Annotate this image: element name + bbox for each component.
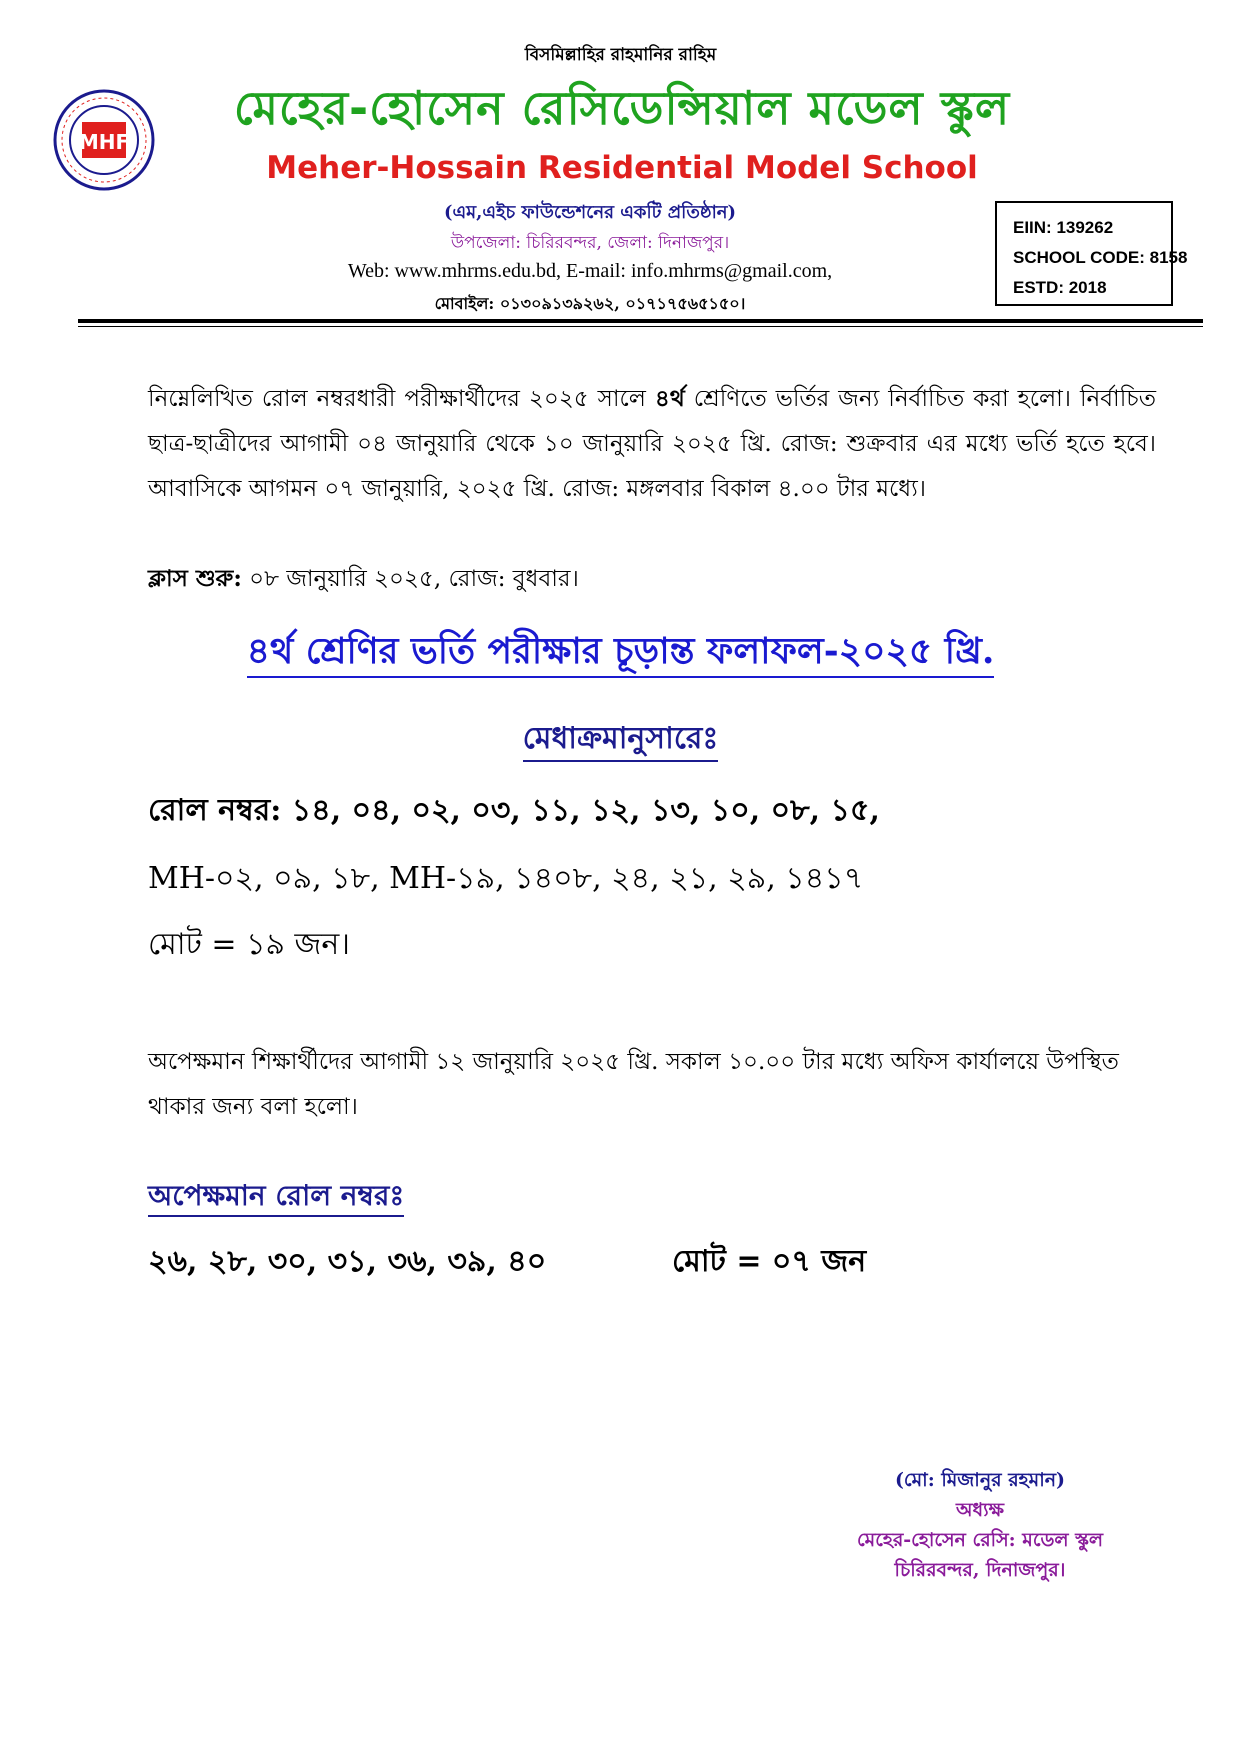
roll-numbers-line1: রোল নম্বর: ১৪, ০৪, ০২, ০৩, ১১, ১২, ১৩, ১০, ০৮, ১৫, xyxy=(148,793,880,828)
waiting-roll-numbers: ২৬, ২৮, ৩০, ৩১, ৩৬, ৩৯, ৪০ xyxy=(148,1244,547,1279)
school-address: উপজেলা: চিরিরবন্দর, জেলা: দিনাজপুর। xyxy=(450,233,730,253)
header-divider-thin xyxy=(78,326,1203,327)
merit-order-text: মেধাক্রমানুসারেঃ xyxy=(523,721,719,762)
intro-text-part1: নিম্নেলিখিত রোল নম্বরধারী পরীক্ষার্থীদের ২০২৫ সালে xyxy=(148,386,655,412)
web-email-line: Web: www.mhrms.edu.bd, E-mail: info.mhrms@gmail.com, xyxy=(347,260,833,282)
intro-text-part2: শ্রেণিতে ভর্তির জন্য নির্বাচিত করা হলো। নির্বাচিত ছাত্র-ছাত্রীদের আগামী ০৪ জানুয়ারি থেকে ১০ জানুয়ারি ২০২৫ খ্রি. রোজ: শুক্রবার এর মধ্যে ভর্তি হতে হবে। আবাসিকে আগমন ০৭ জানুয়ারি, ২০২৫ খ্রি. রোজ: মঙ্গলবার বিকাল ৪.০০ টার মধ্যে। xyxy=(148,386,1156,502)
class-start-value: ০৮ জানুয়ারি ২০২৫, রোজ: বুধবার। xyxy=(241,566,579,592)
foundation-subtitle: (এম,এইচ ফাউন্ডেশনের একটি প্রতিষ্ঠান) xyxy=(443,202,737,223)
waiting-note: অপেক্ষমান শিক্ষার্থীদের আগামী ১২ জানুয়ারি ২০২৫ খ্রি. সকাল ১০.০০ টার মধ্যে অফিস কার্যালয়ে উপস্থিত থাকার জন্য বলা হলো। xyxy=(148,1049,1119,1120)
school-name-english: Meher-Hossain Residential Model School xyxy=(266,150,978,186)
signatory-name: (মো: মিজানুর রহমান) xyxy=(894,1469,1066,1491)
signatory-school: মেহের-হোসেন রেসি: মডেল স্কুল xyxy=(856,1529,1104,1551)
waiting-list-title xyxy=(148,1174,404,1221)
roll-numbers-line2: MH-০২, ০৯, ১৮, MH-১৯, ১৪০৮, ২৪, ২১, ২৯, ১৪১৭ xyxy=(148,861,864,896)
signatory-title: অধ্যক্ষ xyxy=(955,1499,1004,1521)
intro-paragraph xyxy=(148,376,1156,512)
bismillah-text: বিসমিল্লাহির রাহমানির রাহিম xyxy=(524,45,717,65)
class-start-label: ক্লাস শুরু: xyxy=(148,565,242,592)
intro-class-bold: ৪র্থ xyxy=(654,385,685,412)
result-heading-text: ৪র্থ শ্রেণির ভর্তি পরীক্ষার চূড়ান্ত ফলাফল-২০২৫ খ্রি. xyxy=(247,630,995,678)
mobile-line: মোবাইল: ০১৩০৯১৩৯২৬২, ০১৭১৭৫৬৫১৫০। xyxy=(434,294,746,313)
school-code-text: SCHOOL CODE: 8158 xyxy=(1013,248,1188,267)
class-start-line xyxy=(148,556,1156,602)
merit-order-label xyxy=(0,714,1241,765)
estd-text: ESTD: 2018 xyxy=(1013,278,1107,297)
header-divider-thick xyxy=(78,319,1203,323)
school-name-bangla: মেহের-হোসেন রেসিডেন্সিয়াল মডেল স্কুল xyxy=(233,81,1011,135)
selected-total: মোট = ১৯ জন। xyxy=(148,927,351,962)
waiting-total: মোট = ০৭ জন xyxy=(672,1244,867,1279)
signatory-place: চিরিরবন্দর, দিনাজপুর। xyxy=(894,1559,1066,1581)
school-info-box xyxy=(995,201,1188,306)
waiting-list-title-text: অপেক্ষমান রোল নম্বরঃ xyxy=(148,1179,404,1217)
logo-letters: MHF xyxy=(78,130,130,154)
result-heading xyxy=(0,624,1241,684)
eiin-text: EIIN: 139262 xyxy=(1013,218,1114,237)
school-logo xyxy=(52,88,156,192)
